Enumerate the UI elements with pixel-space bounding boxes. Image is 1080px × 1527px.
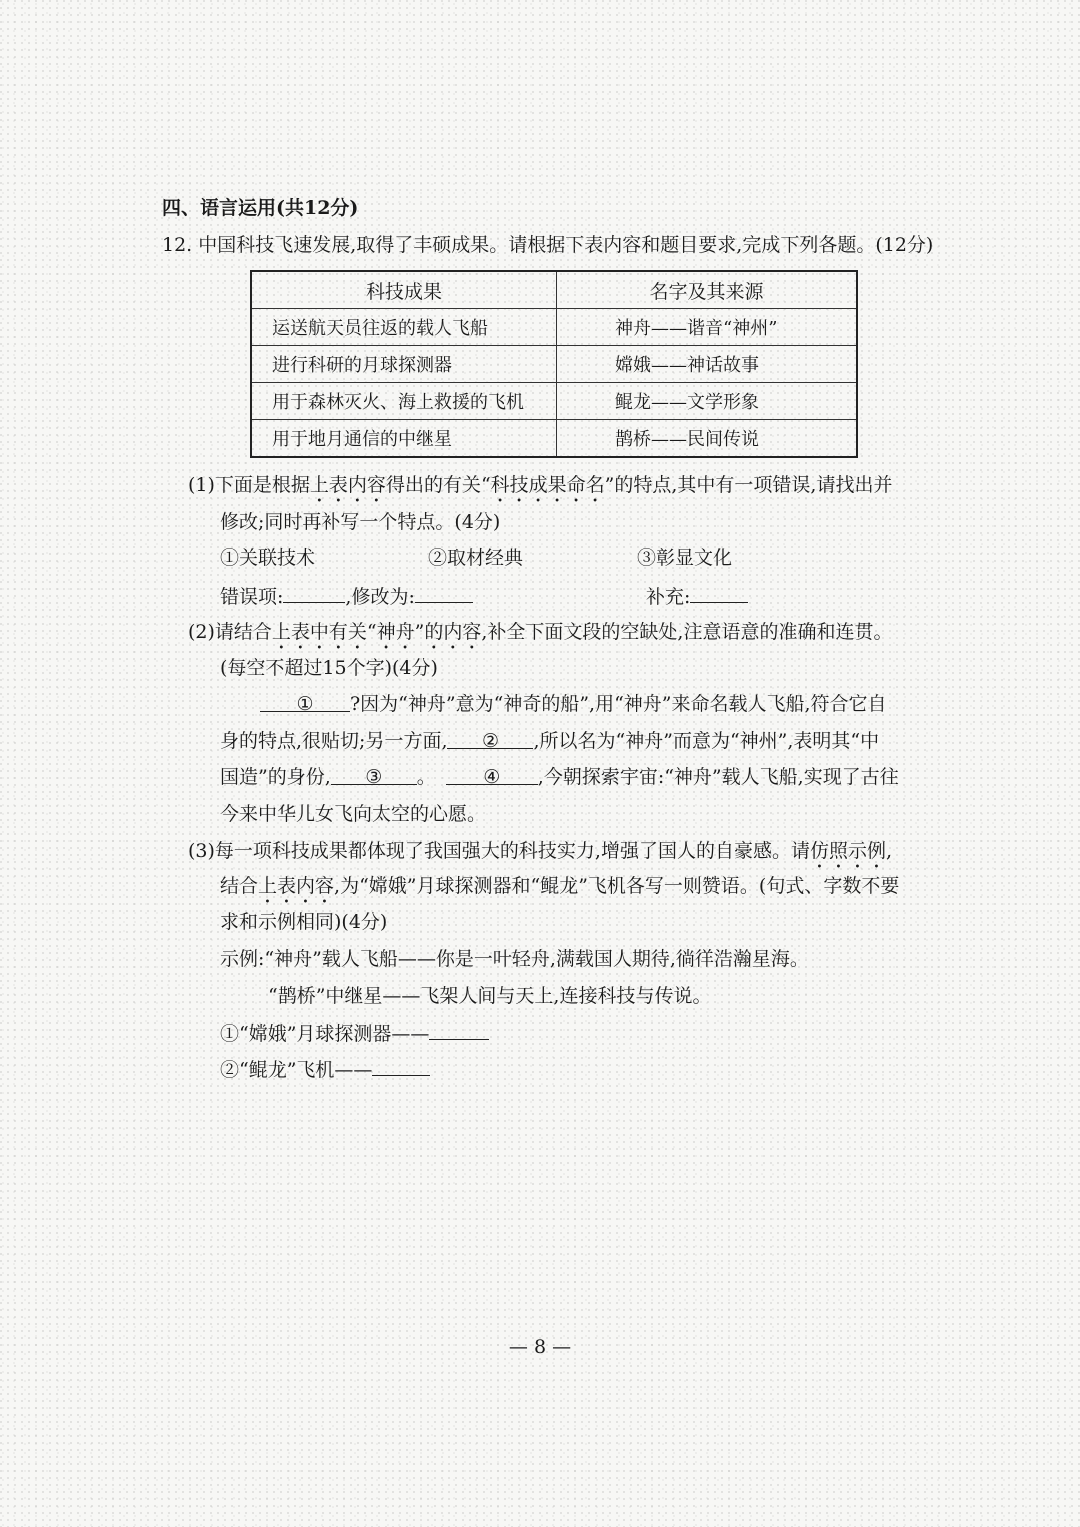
passage-text: 国造”的身份, [220, 766, 331, 788]
text: , [885, 840, 893, 862]
passage-line3 [220, 764, 899, 790]
passage-text: 。 [416, 766, 436, 788]
emphasis-text: 科技成果命名 [490, 474, 605, 496]
sub2-line1 [188, 619, 892, 654]
sub3-line3: 求和示例相同)(4分) [220, 911, 388, 933]
text: ,补全下面文段的空缺处,注意语意的准确和连贯。 [481, 621, 893, 643]
error-item-blank[interactable] [283, 582, 345, 603]
sub2-line2: (每空不超过15个字)(4分) [220, 657, 438, 679]
section-heading: 四、语言运用(共12分) [162, 197, 359, 219]
example-line1 [220, 946, 809, 972]
option-1: ①关联技术 [220, 547, 316, 569]
passage-text: 身的特点,很贴切;另一方面, [220, 730, 448, 752]
blank-3[interactable]: ③ [331, 764, 417, 785]
sub1-answer-line [220, 582, 473, 610]
supplement-label: 补充: [646, 586, 691, 608]
answer-label: ①“嫦娥”月球探测器—— [220, 1023, 430, 1045]
tech-achievements-table [250, 270, 858, 458]
table-header-row [251, 271, 857, 309]
sub1-line1 [188, 472, 892, 507]
answer-line-1 [220, 1019, 489, 1047]
table-cell: 嫦娥——神话故事 [557, 346, 858, 383]
passage-line2 [220, 728, 879, 754]
text: ,为“嫦娥”月球探测器和“鲲龙”飞机各写一则赞语。(句式、字数不要 [334, 875, 900, 897]
option-3: ③彰显文化 [637, 547, 733, 569]
table-row [251, 383, 857, 420]
blank-2[interactable]: ② [447, 728, 533, 749]
error-label: 错误项: [220, 586, 284, 608]
passage-text: ,所以名为“神舟”而意为“神州”,表明其“中 [533, 730, 880, 752]
answer-blank-2[interactable] [372, 1055, 430, 1076]
answer-blank-1[interactable] [429, 1019, 489, 1040]
text: 得出的有关“ [385, 474, 491, 496]
emphasis-text: 上表中有关“神舟”的内容 [271, 621, 482, 643]
text: (1)下面是根据 [188, 474, 310, 496]
text: ”的特点,其中有一项错误,请找出并 [604, 474, 893, 496]
table-cell: 进行科研的月球探测器 [251, 346, 557, 383]
table-header: 科技成果 [251, 271, 557, 309]
table-cell: 神舟——谐音“神州” [557, 309, 858, 346]
text: (3)每一项科技成果都体现了我国强大的科技实力,增强了国人的自豪感。请 [188, 840, 810, 862]
example-line2: “鹊桥”中继星——飞架人间与天上,连接科技与传说。 [268, 985, 712, 1007]
blank-1[interactable]: ① [260, 691, 350, 712]
passage-text: ?因为“神舟”意为“神奇的船”,用“神舟”来命名载人飞船,符合它自 [350, 693, 887, 715]
sub3-line2 [220, 873, 899, 908]
page-number: — 8 — [508, 1336, 572, 1358]
emphasis-text: 上表内容 [258, 875, 335, 897]
answer-label: ②“鲲龙”飞机—— [220, 1059, 373, 1081]
sub3-line1 [188, 838, 892, 873]
option-2: ②取材经典 [428, 547, 524, 569]
fix-blank[interactable] [415, 582, 473, 603]
passage-line4: 今来中华儿女飞向太空的心愿。 [220, 803, 487, 825]
fix-label: ,修改为: [345, 586, 415, 608]
blank-4[interactable]: ④ [446, 764, 538, 785]
table-cell: 运送航天员往返的载人飞船 [251, 309, 557, 346]
example-text: 你是一叶轻舟,满载国人期待,徜徉浩瀚星海。 [435, 948, 809, 970]
sub1-line2: 修改;同时再补写一个特点。(4分) [220, 511, 501, 533]
table-cell: 鲲龙——文学形象 [557, 383, 858, 420]
table-cell: 鹊桥——民间传说 [557, 420, 858, 458]
answer-line-2 [220, 1055, 430, 1083]
table-header: 名字及其来源 [557, 271, 858, 309]
table-row [251, 309, 857, 346]
table-row [251, 346, 857, 383]
question-stem: 12. 中国科技飞速发展,取得了丰硕成果。请根据下表内容和题目要求,完成下列各题。(12分) [162, 234, 934, 256]
passage-line1 [260, 691, 887, 717]
text: 结合 [220, 875, 259, 897]
passage-text: ,今朝探索宇宙:“神舟”载人飞船,实现了古往 [537, 766, 899, 788]
table-cell: 用于地月通信的中继星 [251, 420, 557, 458]
text: (2)请结合 [188, 621, 272, 643]
emphasis-text: 上表内容 [309, 474, 386, 496]
table-row [251, 420, 857, 458]
sub1-supplement-line [646, 582, 748, 610]
example-label: 示例:“神舟”载人飞船—— [220, 948, 436, 970]
table-cell: 用于森林灭火、海上救援的飞机 [251, 383, 557, 420]
emphasis-text: 仿照示例 [809, 840, 886, 862]
supplement-blank[interactable] [690, 582, 748, 603]
